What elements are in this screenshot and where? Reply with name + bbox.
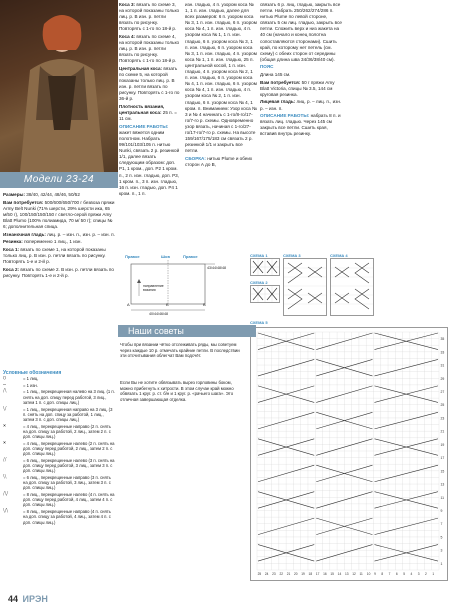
pattern-label-middle: Шов: [161, 254, 170, 259]
col-number: 5: [403, 572, 405, 576]
density-label: Плотность вязания, центральная коса:: [119, 104, 165, 116]
pattern-letter-v: В: [203, 302, 206, 307]
kosa2-label: Коса 2:: [3, 266, 20, 272]
schema-5: [250, 320, 455, 590]
legend-text: = 1 изн.: [23, 382, 38, 388]
legend-text: = 1 лиц., перекрещенная направо на 3 лиц. (3 п. снять на доп. спицу за работой, 1 лиц., затем 3 п. с доп. спицы лиц.): [23, 406, 113, 422]
col-number: 20: [294, 572, 298, 576]
row-number: 1: [440, 561, 443, 566]
legend-symbol: ⧹⧸⧹: [3, 508, 9, 515]
row-number: 35: [440, 337, 445, 342]
col-number: 19: [301, 572, 305, 576]
cable-cross: [374, 465, 438, 482]
row-number: 23: [440, 416, 445, 421]
sborka-label: СБОРКА:: [185, 155, 206, 161]
legend-symbol: ⨯: [3, 422, 7, 429]
schema-5-title: СХЕМА 5: [250, 320, 268, 325]
col-number: 16: [323, 572, 327, 576]
col-number: 3: [417, 572, 420, 576]
legend-item: [3, 424, 115, 440]
cable-cross: [374, 518, 438, 535]
page-number: 44: [8, 594, 19, 604]
row-number: 33: [440, 350, 445, 355]
column-1: [3, 192, 115, 350]
izn-label: Изнаночная гладь:: [3, 231, 46, 237]
schema-1-grid: [250, 258, 280, 276]
tips-paragraph-1: Чтобы при вязании чётко отслеживать ряды, мы советуем через каждые 10 р. отмечать крайние петли. В последствии эти отсчитывания облегчат Вам подсчёт.: [120, 342, 240, 359]
legend-item: [3, 407, 115, 423]
legend-item: [3, 389, 115, 405]
row-number: 29: [440, 376, 445, 381]
legend-item: [3, 441, 115, 457]
schema-1-title: СХЕМА 1: [250, 253, 268, 258]
column-4: [260, 2, 342, 246]
legend-title: Условные обозначения: [3, 370, 62, 376]
row-number: 7: [440, 522, 443, 527]
legend-item: [3, 458, 115, 474]
face-value: лиц. р. – лиц. п., изн. р. – изн. п.: [260, 99, 342, 111]
row-number: 13: [440, 482, 445, 487]
pattern-width-label: 43/44/48/48: [207, 266, 226, 270]
legend-symbol: –: [3, 381, 7, 388]
col-number: 18: [308, 572, 313, 576]
column-4-body: связать 6 р. лиц. гладью, закрыть все петли. Набрать 250/262/274/286 п. нитью Plume по левой стороне, связать 5 см лиц. гладью, закрыть все петли. Сложить верх и низ жакета на 40 см (начало и конец полотна сопоставляются сторонами). Сшить край, по которому нет петель (см. схему) с обеих сторон от середины (общая длина шва 34/36/38/40 см).: [260, 2, 342, 62]
pattern-shape: [119, 252, 229, 324]
row-number: 27: [440, 390, 445, 394]
desc-label-2: ОПИСАНИЕ РАБОТЫ:: [260, 113, 310, 119]
sizes-label: Размеры:: [3, 192, 25, 197]
cable-cross: [374, 359, 438, 376]
description-label: ОПИСАНИЕ РАБОТЫ:: [119, 123, 169, 129]
col-number: 12: [352, 572, 356, 576]
legend-text: = 4 лиц., перекрещенные направо (2 п. снять на доп. спицу за работой, 2 лиц., затем 2 п. с доп. спицы лиц.): [23, 423, 111, 440]
legend-text: = 1 лиц., перекрещенная налево на 3 лиц. (1 п. снять на доп. спицу перед работой, 3 лиц., затем 1 п. с доп. спицы лиц.): [23, 389, 115, 405]
materials-label: Вам потребуется:: [3, 199, 44, 205]
sizes-value: 38/40, 42/44, 48/46, 50/52: [26, 192, 80, 197]
col-number: 7: [388, 572, 391, 576]
legend-symbol: ⧸⧹: [3, 388, 7, 395]
kosa4-label: Коса 4:: [119, 33, 136, 39]
row-number: 3: [440, 548, 443, 553]
legend-items: [3, 376, 115, 525]
row-number: 31: [440, 363, 445, 368]
schema-4-title: СХЕМА 4: [330, 253, 348, 258]
legend: [3, 370, 115, 592]
legend-item: [3, 383, 115, 388]
schema-4: [330, 253, 372, 315]
cable-cross: [374, 439, 438, 456]
cable-cross: [374, 545, 438, 562]
col-number: 10: [366, 572, 371, 576]
col-number: 8: [381, 572, 384, 576]
col-number: 4: [410, 572, 413, 576]
legend-symbol: ⧸⧹⧸: [3, 491, 9, 498]
col-number: 6: [395, 572, 398, 576]
pattern-bottom-label: 40/44/46/48: [149, 312, 168, 316]
row-number: 19: [440, 442, 445, 447]
schema-3: [283, 253, 325, 315]
col-number: 11: [359, 572, 363, 576]
face-label: Лицевая гладь:: [260, 99, 296, 105]
col-number: 17: [315, 572, 320, 576]
need-label: Вам потребуется:: [260, 79, 301, 85]
kosa2-value: вязать по схеме 2. В изн. р. петли вязать по рисунку. Повторять 1-е и 2-й р.: [3, 266, 114, 278]
description-value: жакет вяжется одним полотном. Набрать 99/101/103/105 п. нитью Nunki, связать 2 р. резинкой 1/1, далее вязать следующим образом: доп. Р1, 1 кром., доп. Р2 1 кром. п., 2 п. изн. гладью, доп. Р3, 1 кром. п., 3 п. изн. гладью, 16 п. изн. гладью, доп. Р4 1 кром. п., 1 п.: [119, 129, 180, 196]
row-number: 25: [440, 403, 445, 408]
column-2: [119, 2, 181, 246]
schema-2-title: СХЕМА 2: [250, 280, 268, 285]
row-number: 15: [440, 469, 445, 474]
pattern-arrow-text: направление вязания: [143, 284, 164, 292]
tips-title: Наши советы: [118, 325, 256, 337]
row-number: 5: [440, 535, 443, 540]
schema-1: [250, 253, 278, 275]
izn-value: лиц. р. – изн. п., изн. р. – изн. п.: [47, 231, 115, 237]
legend-item: [3, 509, 115, 525]
poyas-length: Длина 145 см.: [260, 72, 291, 78]
pattern-label-left: Правое: [125, 254, 140, 259]
col-number: 2: [425, 572, 427, 576]
kosa3-value: вязать по схеме 3, на которой показаны только лиц. р. В изн. р. петли вязать по рисунку. Повторять с 1-го по 18-й р.: [119, 2, 180, 32]
sborka-value: нитью Plume и обеих сторон А до В,: [185, 155, 253, 167]
poyas-title: ПОЯС: [260, 64, 274, 70]
legend-text: = 4 лиц., перекрещенные налево (2 п. снять на доп. спицу перед работой, 2 лиц., затем 2 п. с доп. спицы лиц.): [23, 440, 115, 457]
col-number: 23: [272, 572, 276, 576]
legend-symbol: ○: [3, 375, 7, 381]
legend-symbol: ⧹⧸: [3, 405, 7, 412]
kosa1-label: Коса 1:: [3, 246, 20, 252]
legend-text: = 6 лиц., перекрещенные направо (3 п. снять на доп. спицу за работой, 3 лиц., затем 3 п. с доп. спицы лиц.): [23, 474, 111, 491]
tips-paragraph-2: Если Вы не хотите обвязывать вырез горловины боком, можно прибегнуть к хитрости. В этом случае край можно обвязать 1 круг. р. ст. б/н и 1 круг. р. «рачьего шага». Это отличная завершающая отделка.: [120, 380, 234, 403]
row-number: 17: [440, 456, 445, 461]
legend-item: [3, 376, 115, 381]
need-value: 50 г пряжи Amy Blatt Victoria, спицы № 3.5, 144 см круговая резинка.: [260, 79, 335, 97]
schema-3-title: СХЕМА 3: [283, 253, 301, 258]
desc-value-2: набрать 8 п. и вязать лиц. гладью. Через 145 см закрыть все петли. Сшить края, вставив внутрь резинку.: [260, 113, 341, 137]
pattern-letter-a: A: [127, 302, 130, 307]
cable-cross: [374, 412, 438, 429]
rezinka-value: попеременно 1 лиц., 1 изн.: [24, 239, 82, 245]
cable-cross: [374, 492, 438, 509]
col-number: 9: [374, 572, 376, 576]
row-number: 11: [440, 495, 445, 500]
cable-cross: [374, 386, 438, 403]
schema-4-grid: [330, 258, 374, 316]
legend-item: [3, 475, 115, 491]
legend-item: [3, 492, 115, 508]
central-label: Центральная коса:: [119, 65, 163, 71]
cable-cross: [374, 333, 438, 350]
col-number: 24: [264, 572, 269, 576]
column-3-body: изн. гладью, 4 п. узором коса № 1, 1 п. изн. гладью, далее для всех размеров: 6 п. узором коса № 3, 1 п. изн. гладью, 6 п. узором коса № 4, 1 п. изн. гладью, 4 п. узором коса № 1, 1 п. изн. гладью, 6 п. узором коса № 3, 1 п. изн. гладью, 6 п. узором коса № 3, 1 п. изн. гладью, 4 п. узором коса № 1, 1 п. изн. гладью, 25 п. центральной косой, 1 п. изн. гладью, 4 п. узором коса № 2, 1 п. изн. гладью, 6 п. узором коса № 4, 1 п. изн. гладью, 6 п. узором коса № 4, 1 п. изн. гладью, 4 п. узором коса № 2, 1 п. изн. гладью, 6 п. узором коса № 4, 1 кром. п. Вниманием: Узор коса № 3 и № 4 начинать с 1-го/8-го/17-го/7-го р. схемы. Одновременно узор вязать, начиная с 1-го/27-го/17-го/7-го р. схемы. На высоте 159/167/175/183 см связать 2 р. резинкой 1/1 и закрыть все петли.: [185, 2, 257, 154]
materials-value: 500/600/650/700 г безвоза пряжи Army Belt Nunki (71% шерсти, 29% шерсти ика, 65 м/50 г), 100/150/150/150 г светло-серой пряжи Amy Blatt Plumo (100% полиамида, 70 м/ 50 г); спицы № 6; дополнительная спица.: [3, 199, 115, 229]
pattern-label-right: Правое: [183, 254, 198, 259]
col-number: 13: [344, 572, 349, 576]
legend-text: = 6 лиц., перекрещенные налево (3 п. снять на доп. спицу перед работой, 3 лиц., затем 3 п. с доп. спицы лиц.): [23, 457, 115, 474]
col-number: 14: [337, 572, 342, 576]
legend-text: = 1 лиц.: [23, 376, 39, 381]
kosa4-value: вязать по схеме 4, на которой показаны только лиц. р. В изн. р. петли вязать по рисунку. Повторять с 1-го по 18-й р.: [119, 33, 180, 64]
legend-symbol: ⧸⧸: [3, 456, 7, 463]
col-number: 1: [432, 572, 435, 576]
legend-symbol: ⨯: [3, 439, 7, 446]
column-3: [185, 2, 257, 246]
model-photo: [0, 0, 118, 188]
legend-text: = 8 лиц., перекрещенные направо (4 п. снять на доп. спицу за работой, 4 лиц., затем 4 п. с доп. спицы лиц.): [23, 509, 111, 525]
legend-text: = 8 лиц., перекрещенные налево (4 п. снять на доп. спицу перед работой, 4 лиц., затем 4 п. с доп. спицы лиц.): [23, 492, 115, 508]
col-number: 25: [257, 572, 262, 576]
central-value: вязать по схеме 5, на которой показаны только лиц. р. В изн. р. петли вязать по рисунку. Повторять с 1-го по 36-й р.: [119, 65, 180, 102]
photo-label: Модели 23-24: [0, 172, 118, 188]
kosa3-label: Коса 3:: [119, 2, 136, 7]
schema-3-grid: [283, 258, 327, 316]
pattern-diagram: [119, 252, 229, 324]
rezinka-label: Резинка:: [3, 239, 23, 245]
row-number: 21: [440, 429, 445, 434]
magazine-brand: ИРЭН: [22, 594, 48, 604]
pattern-letter-b: Б: [166, 302, 169, 307]
col-number: 21: [286, 572, 291, 576]
schema-5-grid: [250, 327, 448, 581]
density-value: 25 п. = 11 см.: [119, 110, 177, 122]
col-number: 22: [279, 572, 283, 576]
kosa1-value: вязать по схеме 1, на которой показаны только лиц. р. В изн. р. петли вязать по рисунку. Повторять 1-е и 2-й р.: [3, 246, 106, 264]
row-number: 9: [440, 509, 443, 513]
schema-2: [250, 280, 278, 302]
page-footer: [8, 594, 48, 604]
col-number: 15: [330, 572, 334, 576]
schema-2-grid: [250, 285, 280, 303]
model-figure: [0, 0, 118, 188]
legend-symbol: ⧹⧹: [3, 473, 7, 480]
